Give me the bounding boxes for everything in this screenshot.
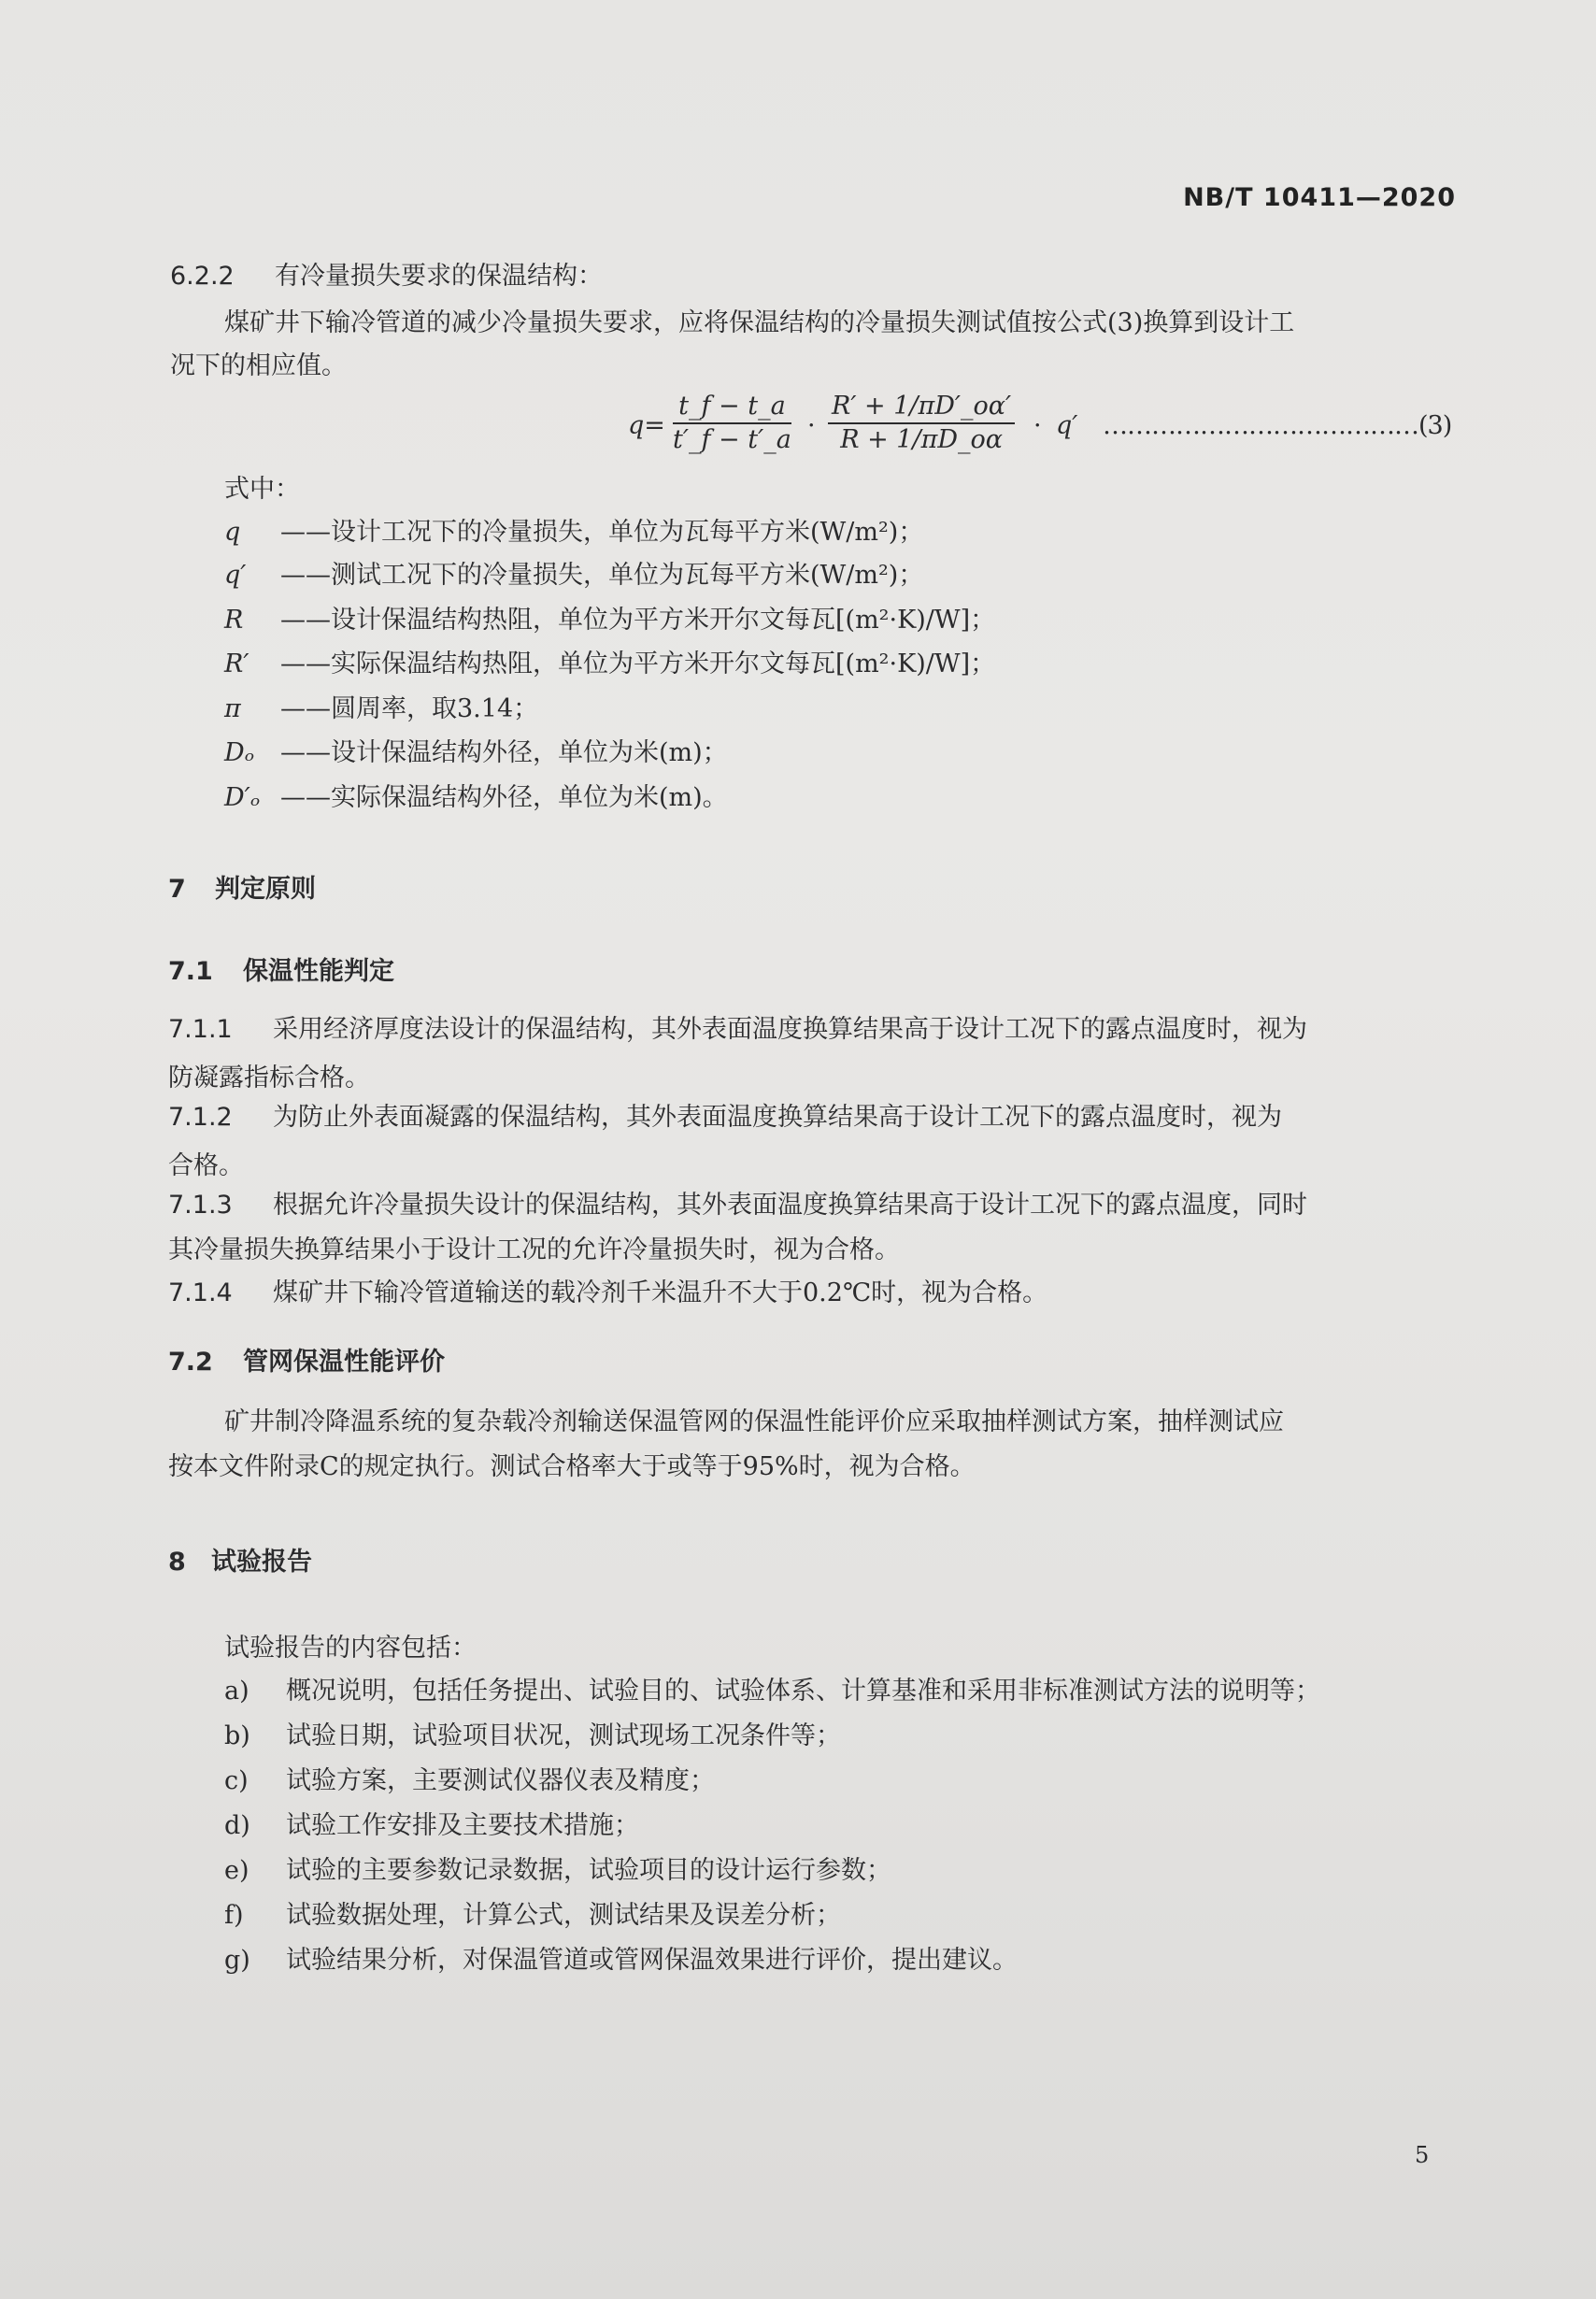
- definition-text: ——设计工况下的冷量损失，单位为瓦每平方米(W/m²)；: [280, 518, 924, 547]
- list-label: c): [224, 1766, 249, 1795]
- clause-title: 保温性能判定: [243, 957, 394, 986]
- definition-text: ——设计保温结构外径，单位为米(m)；: [280, 738, 728, 767]
- section-8-heading: [168, 1546, 312, 1579]
- clause-7-1-4: [168, 1277, 1047, 1310]
- fraction-numerator: t_f − t_a: [673, 391, 791, 424]
- report-list-item: [224, 1675, 1320, 1708]
- symbol: q: [224, 518, 241, 547]
- definition-row: [224, 693, 538, 726]
- definition-text: ——设计保温结构热阻，单位为平方米开尔文每瓦[(m²·K)/W]；: [280, 606, 996, 635]
- list-label: b): [224, 1721, 250, 1750]
- definition-text: ——圆周率，取3.14；: [280, 694, 539, 723]
- equation-reference: …………………………………(3): [1103, 411, 1452, 440]
- clause-number: 7.2: [168, 1348, 213, 1377]
- fraction-denominator: R + 1/πD_oα: [840, 425, 1003, 454]
- symbol: D′ₒ: [224, 783, 261, 812]
- clause-7-1-3-line2: 其冷量损失换算结果小于设计工况的允许冷量损失时，视为合格。: [168, 1235, 900, 1264]
- report-list-item: [224, 1899, 841, 1933]
- symbol: Dₒ: [224, 738, 255, 767]
- clause-6-2-2-para-line2: 况下的相应值。: [170, 351, 347, 380]
- clause-7-1-heading: [168, 955, 394, 989]
- clause-text: 根据允许冷量损失设计的保温结构，其外表面温度换算结果高于设计工况下的露点温度，同时: [273, 1191, 1307, 1220]
- clause-number: 7.1: [168, 957, 213, 986]
- clause-text: 煤矿井下输冷管道输送的载冷剂千米温升不大于0.2℃时，视为合格。: [273, 1278, 1048, 1307]
- clause-6-2-2-heading: [170, 260, 603, 293]
- list-label: d): [224, 1811, 250, 1840]
- definition-text: ——实际保温结构热阻，单位为平方米开尔文每瓦[(m²·K)/W]；: [280, 650, 996, 678]
- report-list-item: [224, 1720, 841, 1753]
- clause-number: 6.2.2: [170, 262, 235, 291]
- formula-dot: ·: [807, 411, 816, 440]
- definition-row: [224, 604, 995, 637]
- symbol: π: [224, 694, 241, 723]
- page-number: 5: [1415, 2142, 1430, 2168]
- section-number: 8: [168, 1548, 186, 1577]
- clause-7-2-line1: 矿井制冷降温系统的复杂载冷剂输送保温管网的保温性能评价应采取抽样测试方案，抽样测试应: [224, 1407, 1284, 1436]
- formula-dot: ·: [1033, 411, 1042, 440]
- formula-lhs: q=: [628, 411, 665, 440]
- clause-number: 7.1.3: [168, 1191, 233, 1220]
- standard-number: NB/T 10411—2020: [1183, 183, 1456, 212]
- report-intro: 试验报告的内容包括：: [224, 1634, 477, 1663]
- clause-7-1-2-line2: 合格。: [168, 1151, 244, 1180]
- clause-7-2-heading: [168, 1346, 445, 1379]
- formula-rhs: q′: [1056, 411, 1078, 440]
- list-label: e): [224, 1856, 249, 1885]
- list-text: 试验数据处理，计算公式，测试结果及误差分析；: [286, 1901, 841, 1930]
- definition-row: [224, 516, 923, 550]
- clause-7-1-1-line1: [168, 1013, 1307, 1047]
- list-label: g): [224, 1946, 250, 1975]
- fraction-numerator: R′ + 1/πD′_oα′: [828, 391, 1015, 424]
- list-label: f): [224, 1901, 244, 1930]
- clause-text: 采用经济厚度法设计的保温结构，其外表面温度换算结果高于设计工况下的露点温度时，视为: [273, 1015, 1307, 1044]
- definition-row: [224, 781, 728, 815]
- report-list-item: [224, 1809, 639, 1843]
- clause-title: 管网保温性能评价: [243, 1348, 445, 1377]
- clause-title: 有冷量损失要求的保温结构：: [275, 262, 603, 291]
- list-text: 试验方案，主要测试仪器仪表及精度；: [286, 1766, 715, 1795]
- clause-text: 为防止外表面凝露的保温结构，其外表面温度换算结果高于设计工况下的露点温度时，视为: [273, 1103, 1282, 1132]
- clause-6-2-2-para-line1: 煤矿井下输冷管道的减少冷量损失要求，应将保温结构的冷量损失测试值按公式(3)换算到设计工: [224, 308, 1295, 337]
- clause-number: 7.1.4: [168, 1278, 233, 1307]
- symbol: q′: [224, 561, 247, 590]
- report-list-item: [224, 1944, 1018, 1978]
- formula-3: [624, 391, 1465, 465]
- definition-row: [224, 648, 995, 681]
- definition-row: [224, 736, 728, 770]
- clause-7-1-1-line2: 防凝露指标合格。: [168, 1064, 370, 1092]
- list-text: 试验工作安排及主要技术措施；: [286, 1811, 639, 1840]
- section-7-heading: [168, 873, 316, 907]
- clause-number: 7.1.1: [168, 1015, 233, 1044]
- report-list-item: [224, 1854, 891, 1888]
- list-text: 试验日期，试验项目状况，测试现场工况条件等；: [286, 1721, 841, 1750]
- clause-7-2-line2: 按本文件附录C的规定执行。测试合格率大于或等于95%时，视为合格。: [168, 1452, 976, 1481]
- where-label: 式中：: [224, 475, 300, 504]
- clause-7-1-2-line1: [168, 1101, 1282, 1135]
- report-list-item: [224, 1764, 715, 1798]
- symbol: R′: [224, 650, 249, 678]
- formula-fraction-resistance: [828, 391, 1015, 456]
- symbol: R: [224, 606, 244, 635]
- section-title: 判定原则: [215, 875, 316, 904]
- definition-text: ——测试工况下的冷量损失，单位为瓦每平方米(W/m²)；: [280, 561, 924, 590]
- section-title: 试验报告: [211, 1548, 312, 1577]
- definition-row: [224, 559, 923, 593]
- fraction-denominator: t′_f − t′_a: [673, 425, 791, 454]
- list-label: a): [224, 1677, 249, 1706]
- clause-7-1-3-line1: [168, 1189, 1307, 1222]
- list-text: 概况说明，包括任务提出、试验目的、试验体系、计算基准和采用非标准测试方法的说明等；: [286, 1677, 1320, 1706]
- section-number: 7: [168, 875, 186, 904]
- list-text: 试验结果分析，对保温管道或管网保温效果进行评价，提出建议。: [286, 1946, 1018, 1975]
- clause-number: 7.1.2: [168, 1103, 233, 1132]
- formula-fraction-temperature: [673, 391, 791, 456]
- definition-text: ——实际保温结构外径，单位为米(m)。: [280, 783, 728, 812]
- list-text: 试验的主要参数记录数据，试验项目的设计运行参数；: [286, 1856, 891, 1885]
